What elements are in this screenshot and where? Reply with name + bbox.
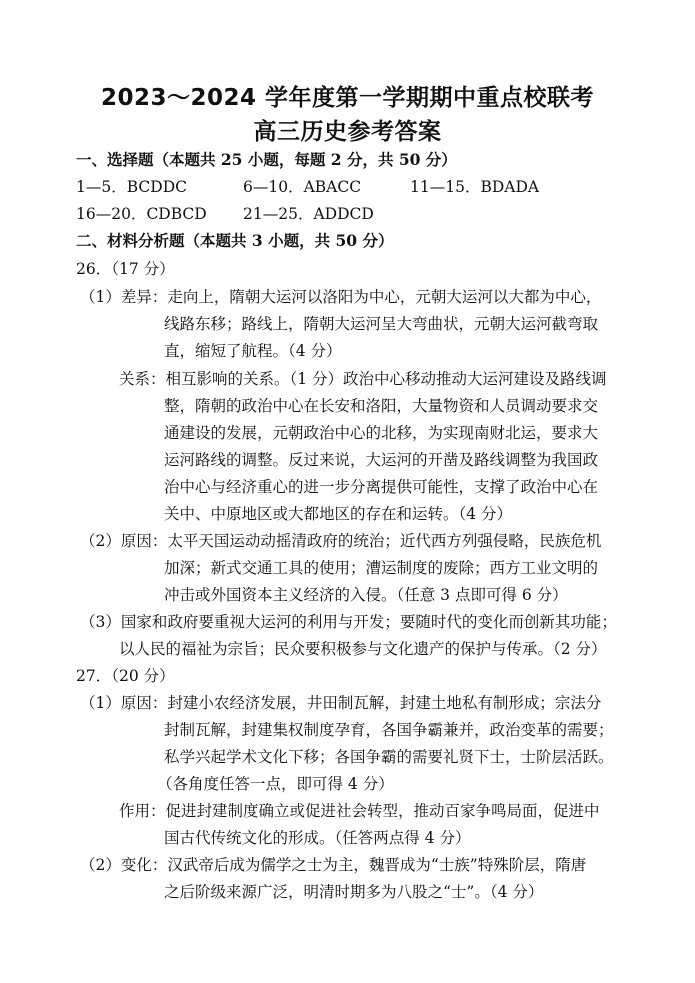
q26-line: （1）差异：走向上，隋朝大运河以洛阳为中心，元朝大运河以大都为中心， xyxy=(80,288,602,306)
q27-line: 国古代传统文化的形成。（任答两点得 4 分） xyxy=(164,829,471,847)
page-title: 2023～2024 学年度第一学期期中重点校联考 xyxy=(100,85,595,111)
q26-line: 运河路线的调整。反过来说，大运河的开凿及路线调整为我国政 xyxy=(164,451,599,469)
q26-line: 以人民的福祉为宗旨；民众要积极参与文化遗产的保护与传承。（2 分） xyxy=(119,640,607,658)
q27-line: 作用：促进封建制度确立或促进社会转型，推动百家争鸣局面，促进中 xyxy=(119,802,600,820)
section-heading-material: 二、材料分析题（本题共 3 小题，共 50 分） xyxy=(76,231,394,250)
q26-line: 加深；新式交通工具的使用；漕运制度的废除；西方工业文明的 xyxy=(164,559,599,577)
q27-line: 封制瓦解，封建集权制度孕育，各国争霸兼并，政治变革的需要； xyxy=(164,721,614,739)
answer-group: 6—10．ABACC xyxy=(243,178,362,196)
q26-line: 冲击或外国资本主义经济的入侵。（任意 3 点即可得 6 分） xyxy=(164,586,568,604)
q26-line: 通建设的发展，元朝政治中心的北移，为实现南财北运，要求大 xyxy=(164,424,599,442)
question-label-26: 26．（17 分） xyxy=(76,260,175,278)
answer-group: 21—25．ADDCD xyxy=(243,205,374,223)
question-label-27: 27．（20 分） xyxy=(76,667,175,685)
q26-line: 整，隋朝的政治中心在长安和洛阳，大量物资和人员调动要求交 xyxy=(164,397,599,415)
q26-line: （3）国家和政府要重视大运河的利用与开发；要随时代的变化而创新其功能； xyxy=(80,613,617,631)
q27-line: （各角度任答一点，即可得 4 分） xyxy=(157,775,394,793)
q26-line: 直，缩短了航程。（4 分） xyxy=(164,342,342,360)
q27-line: （1）原因：封建小农经济发展，井田制瓦解，封建土地私有制形成；宗法分 xyxy=(80,694,602,712)
q26-line: 治中心与经济重心的进一步分离提供可能性，支撑了政治中心在 xyxy=(164,478,599,496)
q27-line: （2）变化：汉武帝后成为儒学之士为主，魏晋成为“士族”特殊阶层，隋唐 xyxy=(80,856,587,874)
q26-line: 线路东移；路线上，隋朝大运河呈大弯曲状，元朝大运河截弯取 xyxy=(164,315,599,333)
page-subtitle: 高三历史参考答案 xyxy=(253,119,442,145)
q26-line: （2）原因：太平天国运动动摇清政府的统治；近代西方列强侵略，民族危机 xyxy=(80,532,602,550)
q27-line: 私学兴起学术文化下移；各国争霸的需要礼贤下士，士阶层活跃。 xyxy=(164,748,614,766)
answer-group: 16—20．CDBCD xyxy=(76,205,207,223)
answer-group: 11—15．BDADA xyxy=(410,178,540,196)
q26-line: 关中、中原地区或大都地区的存在和运转。（4 分） xyxy=(164,505,513,523)
q26-line: 关系：相互影响的关系。（1 分）政治中心移动推动大运河建设及路线调 xyxy=(119,370,607,388)
q27-line: 之后阶级来源广泛，明清时期多为八股之“士”。（4 分） xyxy=(164,883,544,901)
answer-group: 1—5．BCDDC xyxy=(76,178,187,196)
section-heading-choice: 一、选择题（本题共 25 小题，每题 2 分，共 50 分） xyxy=(76,150,457,169)
